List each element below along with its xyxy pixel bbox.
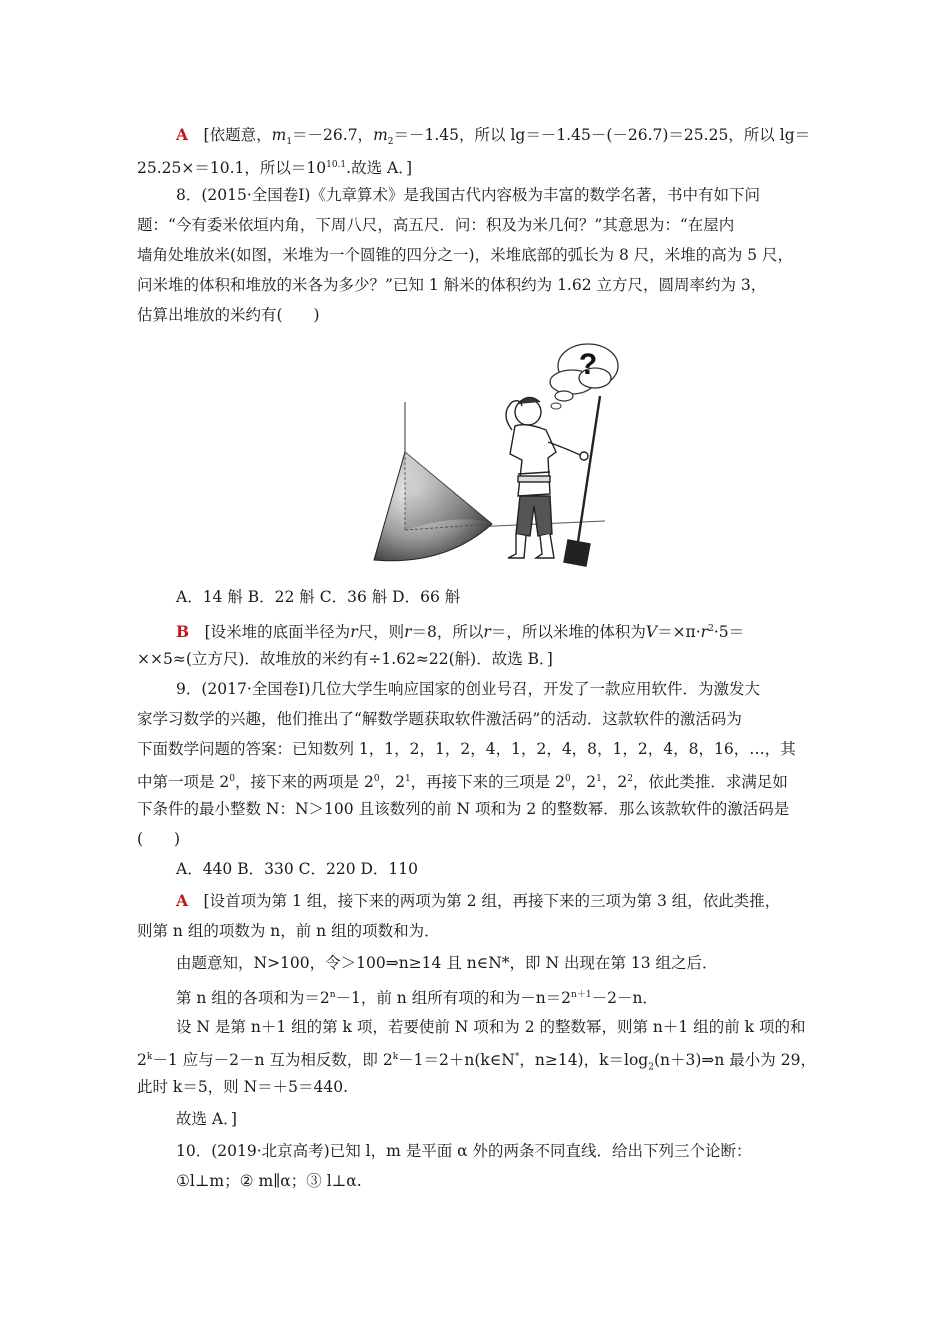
answer-letter: A — [176, 125, 189, 144]
question-8-line-4: 问米堆的体积和堆放的米各为多少？”已知 1 斛米的体积约为 1.62 立方尺，圆周率约为 3， — [137, 276, 767, 294]
text: －1，前 n 组所有项的和为－n＝2 — [335, 989, 572, 1008]
text: 2 — [137, 1051, 147, 1070]
text: －1 应与－2－n 互为相反数，即 2 — [152, 1051, 393, 1070]
answer-9-line-2: 则第 n 组的项数为 n，前 n 组的项数和为． — [137, 922, 440, 940]
question-9-line-1: 9．(2017·全国卷Ⅰ)几位大学生响应国家的创业号召，开发了一款应用软件．为激发大 — [176, 680, 760, 698]
question-8-line-3: 墙角处堆放米(如图，米堆为一个圆锥的四分之一)，米堆底部的弧长为 8 尺，米堆的高为 5 尺， — [137, 246, 794, 264]
text: [依题意， — [203, 126, 272, 144]
math-var: r — [350, 623, 358, 642]
text: ＝，所以米堆的体积为 — [490, 623, 646, 642]
question-9-line-5: 下条件的最小整数 N：N＞100 且该数列的前 N 项和为 2 的整数幂．那么该款软件的激活码是 — [137, 800, 790, 818]
text: ＝×π· — [657, 623, 701, 642]
answer-9-line-3: 由题意知，N>100，令＞100⇒n≥14 且 n∈N*，即 N 出现在第 13 组之后． — [176, 954, 718, 972]
superscript: 1 — [404, 774, 411, 784]
superscript: 10.1 — [326, 160, 347, 170]
superscript: n＋1 — [571, 990, 592, 1000]
question-10-line-2: ①l⊥m；② m∥α；③ l⊥α. — [176, 1172, 362, 1190]
superscript: k — [392, 1052, 399, 1062]
question-8-line-5: 估算出堆放的米约有( ) — [137, 306, 320, 324]
question-10-line-1: 10．(2019·北京高考)已知 l，m 是平面 α 外的两条不同直线．给出下列三个论断： — [176, 1142, 752, 1160]
text: ＝－1.45，所以 lg＝－1.45－(－26.7)＝25.25，所以 lg＝ — [393, 126, 811, 144]
question-8-line-1: 8．(2015·全国卷Ⅰ)《九章算术》是我国古代内容极为丰富的数学名著，书中有如下问 — [176, 186, 760, 204]
superscript: k — [146, 1052, 153, 1062]
text: ，再接下来的三项是 2 — [410, 773, 565, 792]
answer-9-line-4 — [176, 984, 658, 1009]
question-9-line-4 — [137, 768, 788, 793]
answer-letter: B — [176, 622, 190, 642]
text: ，接下来的两项是 2 — [235, 773, 374, 792]
text: －1＝2＋n(k∈N — [398, 1051, 515, 1070]
text: ·5＝ — [713, 623, 745, 642]
answer-letter: A — [176, 891, 189, 910]
text: ，依此类推．求满足如 — [632, 773, 788, 792]
answer-7-line-1 — [176, 124, 810, 153]
text: .故选 A．] — [346, 159, 413, 178]
text: [设米堆的底面半径为 — [204, 623, 351, 642]
superscript: 2 — [627, 774, 633, 784]
superscript: 2 — [708, 624, 714, 634]
superscript: n — [329, 990, 336, 1000]
answer-9-line-7: 此时 k＝5，则 N＝＋5＝440. — [137, 1078, 349, 1096]
superscript: * — [514, 1052, 520, 1062]
question-8-line-2: 题：“今有委米依垣内角，下周八尺，高五尺．问：积及为米几何？”其意思为：“在屋内 — [137, 216, 735, 234]
answer-9-line-1 — [176, 890, 780, 912]
question-9-line-2: 家学习数学的兴趣，他们推出了“解数学题获取软件激活码”的活动．这款软件的激活码为 — [137, 710, 742, 728]
question-9-line-6: ( ) — [137, 830, 181, 848]
subscript: 2 — [387, 137, 394, 148]
rice-pile-figure — [350, 334, 620, 580]
math-var: r — [483, 623, 491, 642]
text: 尺，则 — [357, 623, 405, 642]
text: [设首项为第 1 组，接下来的两项为第 2 组，再接下来的三项为第 3 组，依此类推， — [203, 892, 781, 910]
question-mark-icon: ? — [578, 348, 598, 381]
text: 中第一项是 2 — [137, 773, 230, 792]
math-var: r — [404, 623, 412, 642]
superscript: 0 — [373, 774, 380, 784]
text: ，2 — [601, 773, 628, 792]
text: ，2 — [379, 773, 405, 792]
math-var: m — [271, 126, 287, 144]
text: ＝8，所以 — [411, 623, 484, 642]
question-9-options: A．440 B．330 C．220 D．110 — [176, 860, 418, 878]
answer-9-line-6 — [137, 1046, 816, 1078]
math-var: r — [700, 623, 709, 642]
superscript: 0 — [564, 774, 571, 784]
answer-8-line-2: ××5≈(立方尺)．故堆放的米约有÷1.62≈22(斛)．故选 B．] — [137, 650, 553, 668]
subscript: 1 — [286, 137, 293, 148]
answer-7-line-2 — [137, 154, 412, 179]
superscript: 0 — [229, 774, 236, 784]
subscript: 2 — [648, 1062, 654, 1073]
text: 25.25×＝10.1，所以＝10 — [137, 159, 327, 178]
text: ，n≥14)，k＝log — [519, 1051, 649, 1070]
question-8-options: A．14 斛 B．22 斛 C．36 斛 D．66 斛 — [176, 588, 461, 606]
text: ，2 — [570, 773, 597, 792]
text: (n＋3)⇒n 最小为 29， — [653, 1051, 816, 1070]
math-var: m — [373, 126, 388, 144]
answer-9-line-5: 设 N 是第 n＋1 组的第 k 项，若要使前 N 项和为 2 的整数幂，则第 n＋1 组的前 k 项的和 — [176, 1018, 806, 1036]
text: ＝－26.7， — [292, 126, 374, 144]
math-var: V — [645, 623, 658, 642]
superscript: 1 — [596, 774, 602, 784]
question-9-line-3: 下面数学问题的答案：已知数列 1，1，2，1，2，4，1，2，4，8，1，2，4，8，16，…，其 — [137, 740, 796, 758]
text: 第 n 组的各项和为＝2 — [176, 989, 330, 1008]
answer-9-line-8: 故选 A．] — [176, 1110, 237, 1128]
text: －2－n． — [591, 989, 658, 1008]
answer-8-line-1 — [176, 618, 744, 643]
